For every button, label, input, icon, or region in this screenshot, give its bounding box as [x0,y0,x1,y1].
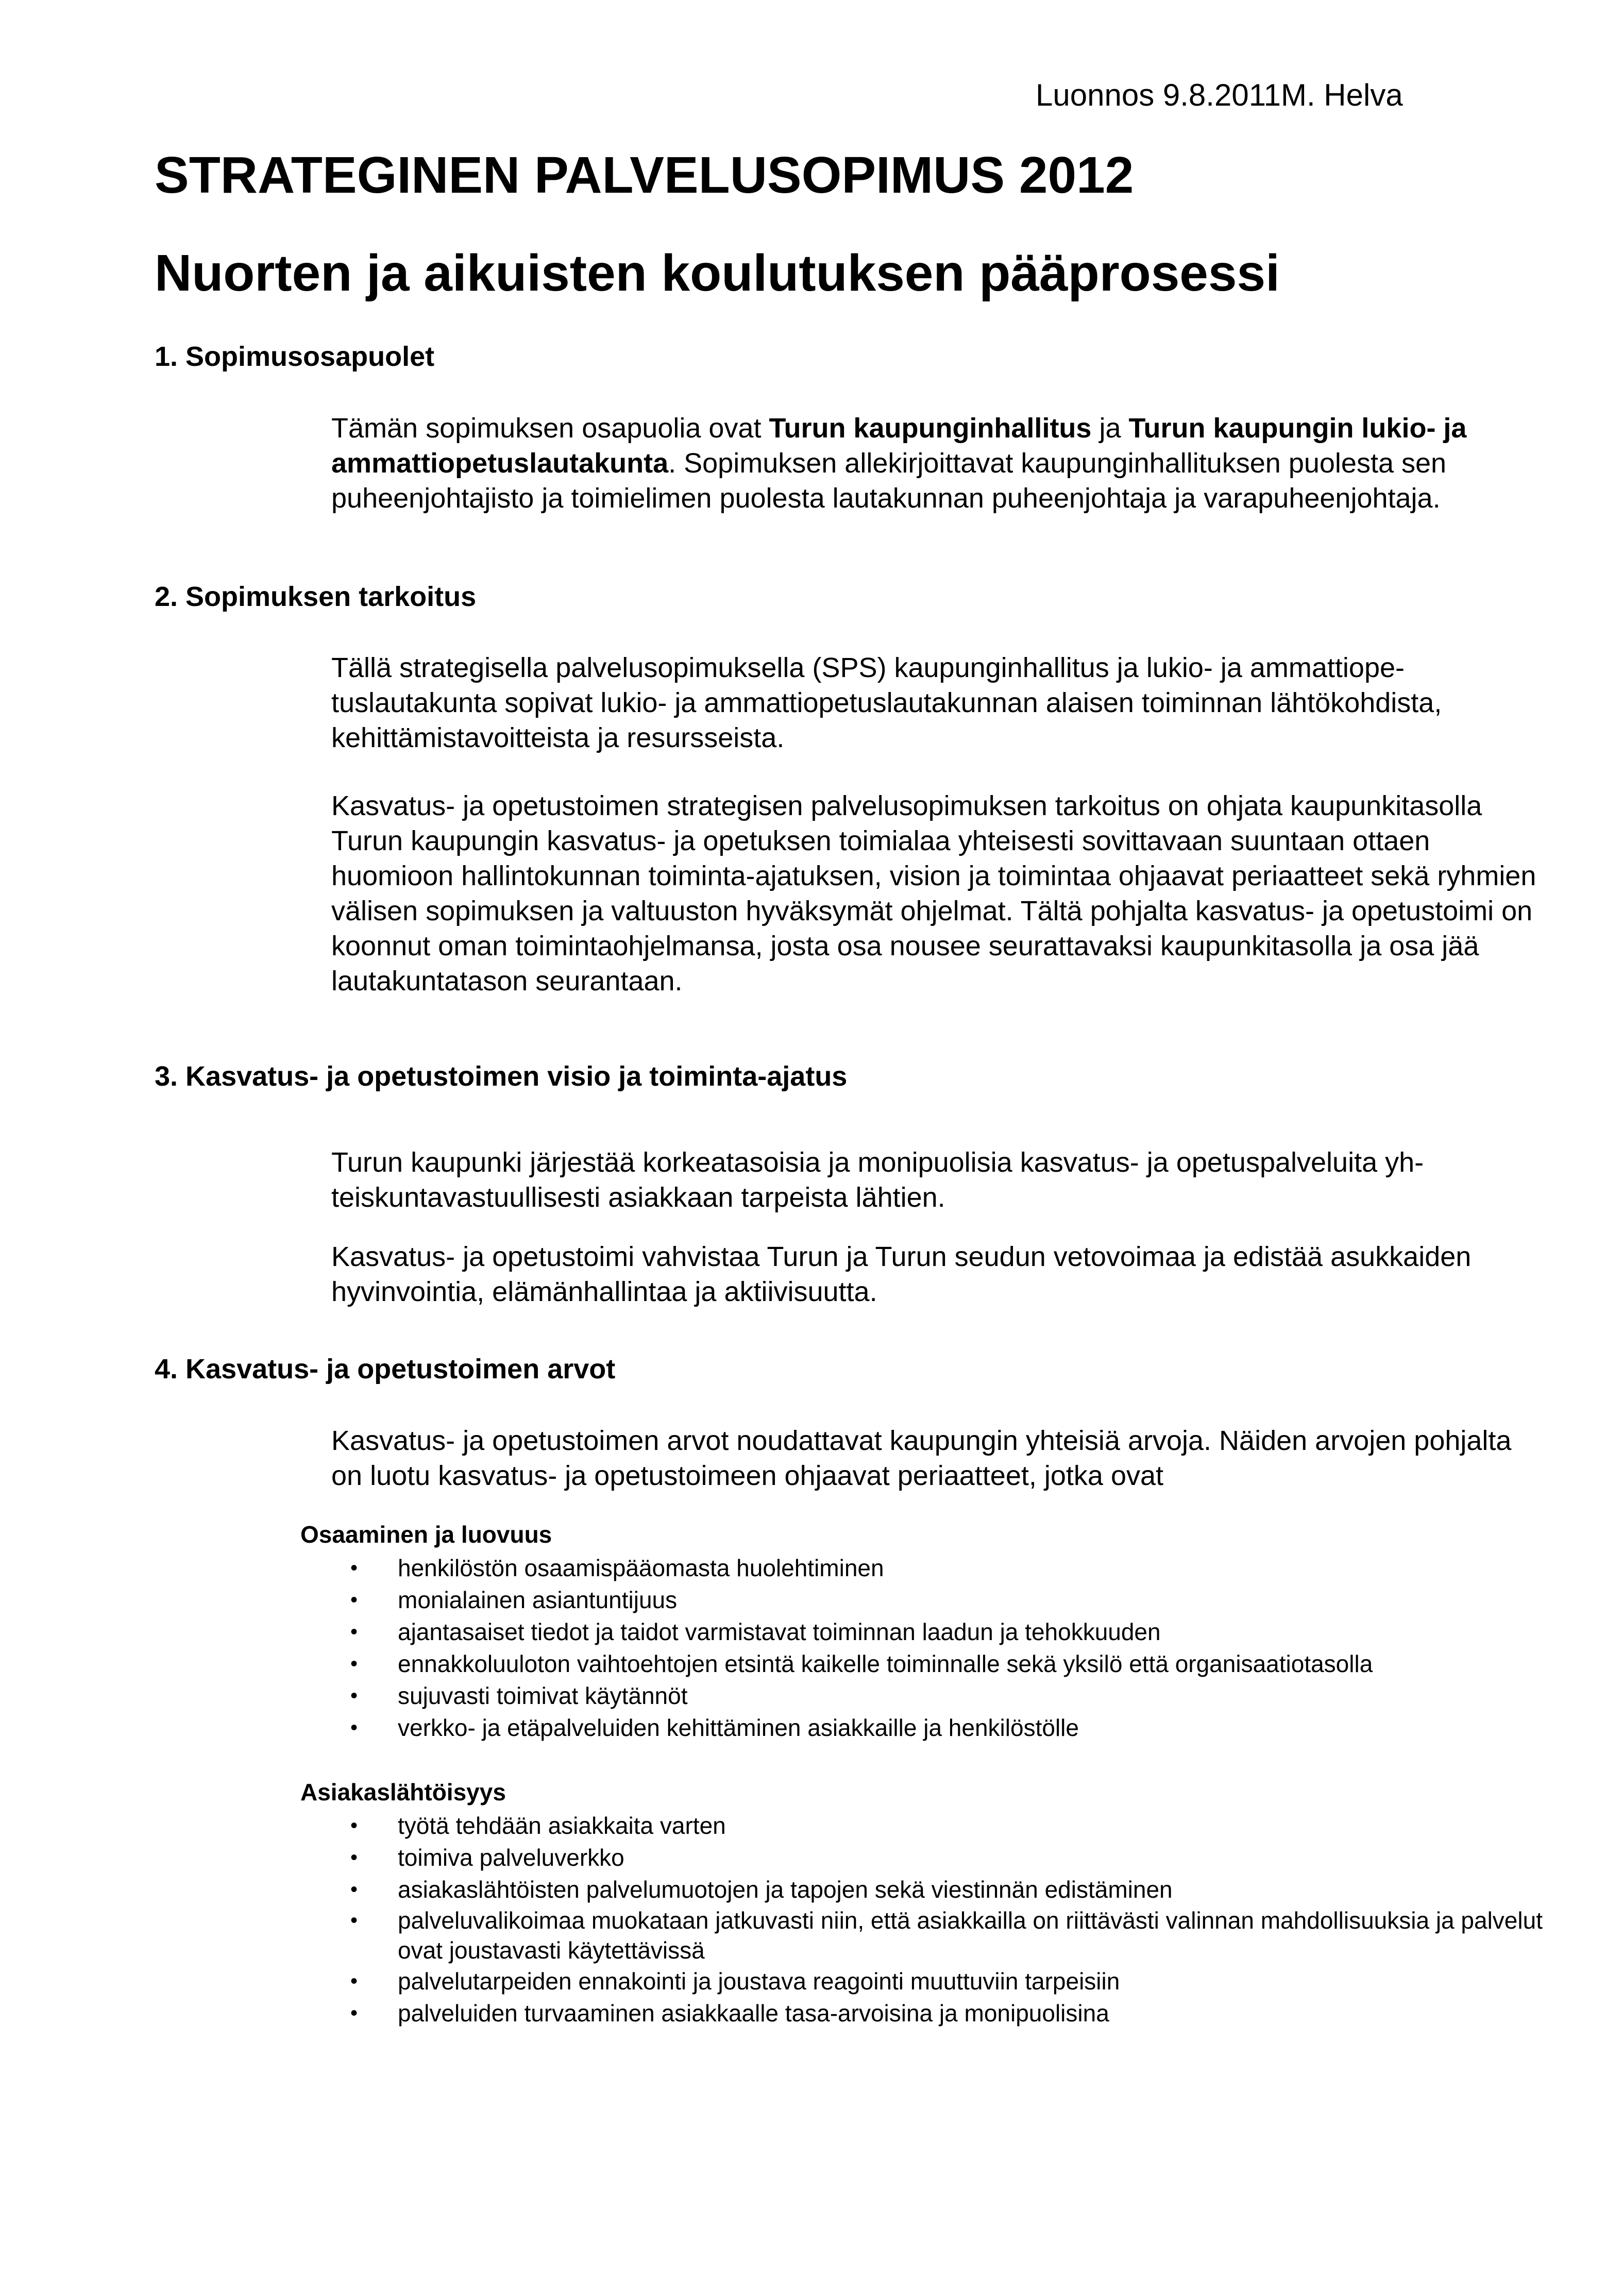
list-item [350,1584,1546,1616]
section-1-paragraph [331,411,1537,516]
list-item [350,1842,1546,1873]
bullet-icon: • [350,1684,358,1707]
text-run: ja [1091,413,1129,444]
section-3-paragraph-2: Kasvatus- ja opetustoimi vahvistaa Turun ja Turun seudun vetovoimaa ja edistää asukkaiden hyvinvointia, elämänhallintaa ja aktiivisuutta. [331,1241,1472,1307]
bullet-icon: • [350,1909,358,1932]
section-2-paragraph-1: Tällä strategisella palvelusopimuksella (SPS) kaupunginhallitus ja lukio- ja ammattiopetuslautakunta sopivat lukio- ja ammattiopetuslautakunnan alaisen toiminnan lähtökohdista, kehittämistavoitteista ja resursseista. [331,652,1442,753]
list-item [350,1552,1546,1584]
list-item-text: palveluiden turvaaminen asiakkaalle tasa-arvoisina ja monipuolisina [398,2000,1109,2027]
list-item-text: sujuvasti toimivat käytännöt [398,1682,688,1709]
draft-note: Luonnos 9.8.2011M. Helva [1036,78,1403,112]
section-2-paragraph-2: Kasvatus- ja opetustoimen strategisen palvelusopimuksen tarkoitus on ohjata kaupunkitasolla Turun kaupungin kasvatus- ja opetuksen toimialaa yhteisesti sovittavaan suuntaan ottaen huomioon hallintokunnan toiminta-ajatuksen, vision ja toimintaa ohjaavat periaatteet sekä ryhmien välisen sopimuksen ja valtuuston hyväksymät ohjelmat. Tältä pohjalta kasvatus- ja opetustoimi on koonnut oman toimintaohjelmansa, josta osa nousee seurattavaksi kaupunkitasolla ja osa jää lautakuntatason seurantaan. [331,790,1536,997]
list-item [350,1616,1546,1648]
list-item-text: ajantasaiset tiedot ja taidot varmistavat toiminnan laadun ja tehokkuuden [398,1618,1161,1645]
list-item [350,1712,1546,1744]
section-3-paragraph-1: Turun kaupunki järjestää korkeatasoisia ja monipuolisia kasvatus- ja opetuspalveluita yhteiskuntavastuullisesti asiakkaan tarpeista lähtien. [331,1147,1424,1213]
bullet-icon: • [350,1970,358,1993]
bullet-icon: • [350,1652,358,1675]
section-1-heading: 1. Sopimusosapuolet [155,341,435,372]
text-run: . Sopimuksen allekirjoittavat kaupunginhallituksen puolesta sen puheenjohtajisto ja toimielimen puolesta lautakunnan puheenjohtaja ja varapuheenjohtaja. [331,448,1447,514]
list-item-text: monialainen asiantuntijuus [398,1586,678,1613]
list-item [350,1997,1546,2029]
list-item-text: asiakaslähtöisten palvelumuotojen ja tapojen sekä viestinnän edistäminen [398,1876,1173,1903]
values-group-1-list [350,1552,1546,1744]
list-item-text: verkko- ja etäpalveluiden kehittäminen asiakkaille ja henkilöstölle [398,1714,1079,1741]
document-title: STRATEGINEN PALVELUSOPIMUS 2012 [155,146,1134,204]
list-item-text: toimiva palveluverkko [398,1844,624,1871]
text-run: Tämän sopimuksen osapuolia ovat [331,413,769,444]
section-3-heading: 3. Kasvatus- ja opetustoimen visio ja toiminta-ajatus [155,1061,848,1092]
list-item [350,1648,1546,1680]
bullet-icon: • [350,1878,358,1901]
values-group-2-list [350,1810,1546,2029]
bullet-icon: • [350,1557,358,1579]
bullet-icon: • [350,2002,358,2024]
values-group-1-heading: Osaaminen ja luovuus [300,1521,552,1548]
party-education-board: Turun kaupungin lukio- ja ammattiopetuslautakunta [331,413,1467,479]
party-city-board: Turun kaupunginhallitus [769,413,1092,444]
list-item-text: työtä tehdään asiakkaita varten [398,1812,726,1839]
bullet-icon: • [350,1846,358,1869]
list-item [350,1810,1546,1842]
bullet-icon: • [350,1620,358,1643]
bullet-icon: • [350,1814,358,1837]
list-item-text: palveluvalikoimaa muokataan jatkuvasti niin, että asiakkailla on riittävästi valinnan mahdollisuuksia ja palvelut ovat joustavasti käytettävissä [398,1907,1543,1964]
list-item [350,1905,1546,1965]
list-item-text: ennakkoluuloton vaihtoehtojen etsintä kaikelle toiminnalle sekä yksilö että organisaatiotasolla [398,1650,1373,1677]
list-item [350,1680,1546,1712]
bullet-icon: • [350,1589,358,1611]
section-2-heading: 2. Sopimuksen tarkoitus [155,581,477,612]
list-item-text: henkilöstön osaamispääomasta huolehtiminen [398,1555,884,1581]
values-group-2-heading: Asiakaslähtöisyys [300,1779,506,1805]
section-4-paragraph: Kasvatus- ja opetustoimen arvot noudattavat kaupungin yhteisiä arvoja. Näiden arvojen pohjalta on luotu kasvatus- ja opetustoimeen ohjaavat periaatteet, jotka ovat [331,1425,1512,1491]
section-4-heading: 4. Kasvatus- ja opetustoimen arvot [155,1354,616,1385]
list-item [350,1873,1546,1905]
list-item-text: palvelutarpeiden ennakointi ja joustava reagointi muuttuviin tarpeisiin [398,1968,1120,1995]
bullet-icon: • [350,1716,358,1739]
list-item [350,1965,1546,1997]
document-subtitle: Nuorten ja aikuisten koulutuksen pääprosessi [155,244,1280,302]
